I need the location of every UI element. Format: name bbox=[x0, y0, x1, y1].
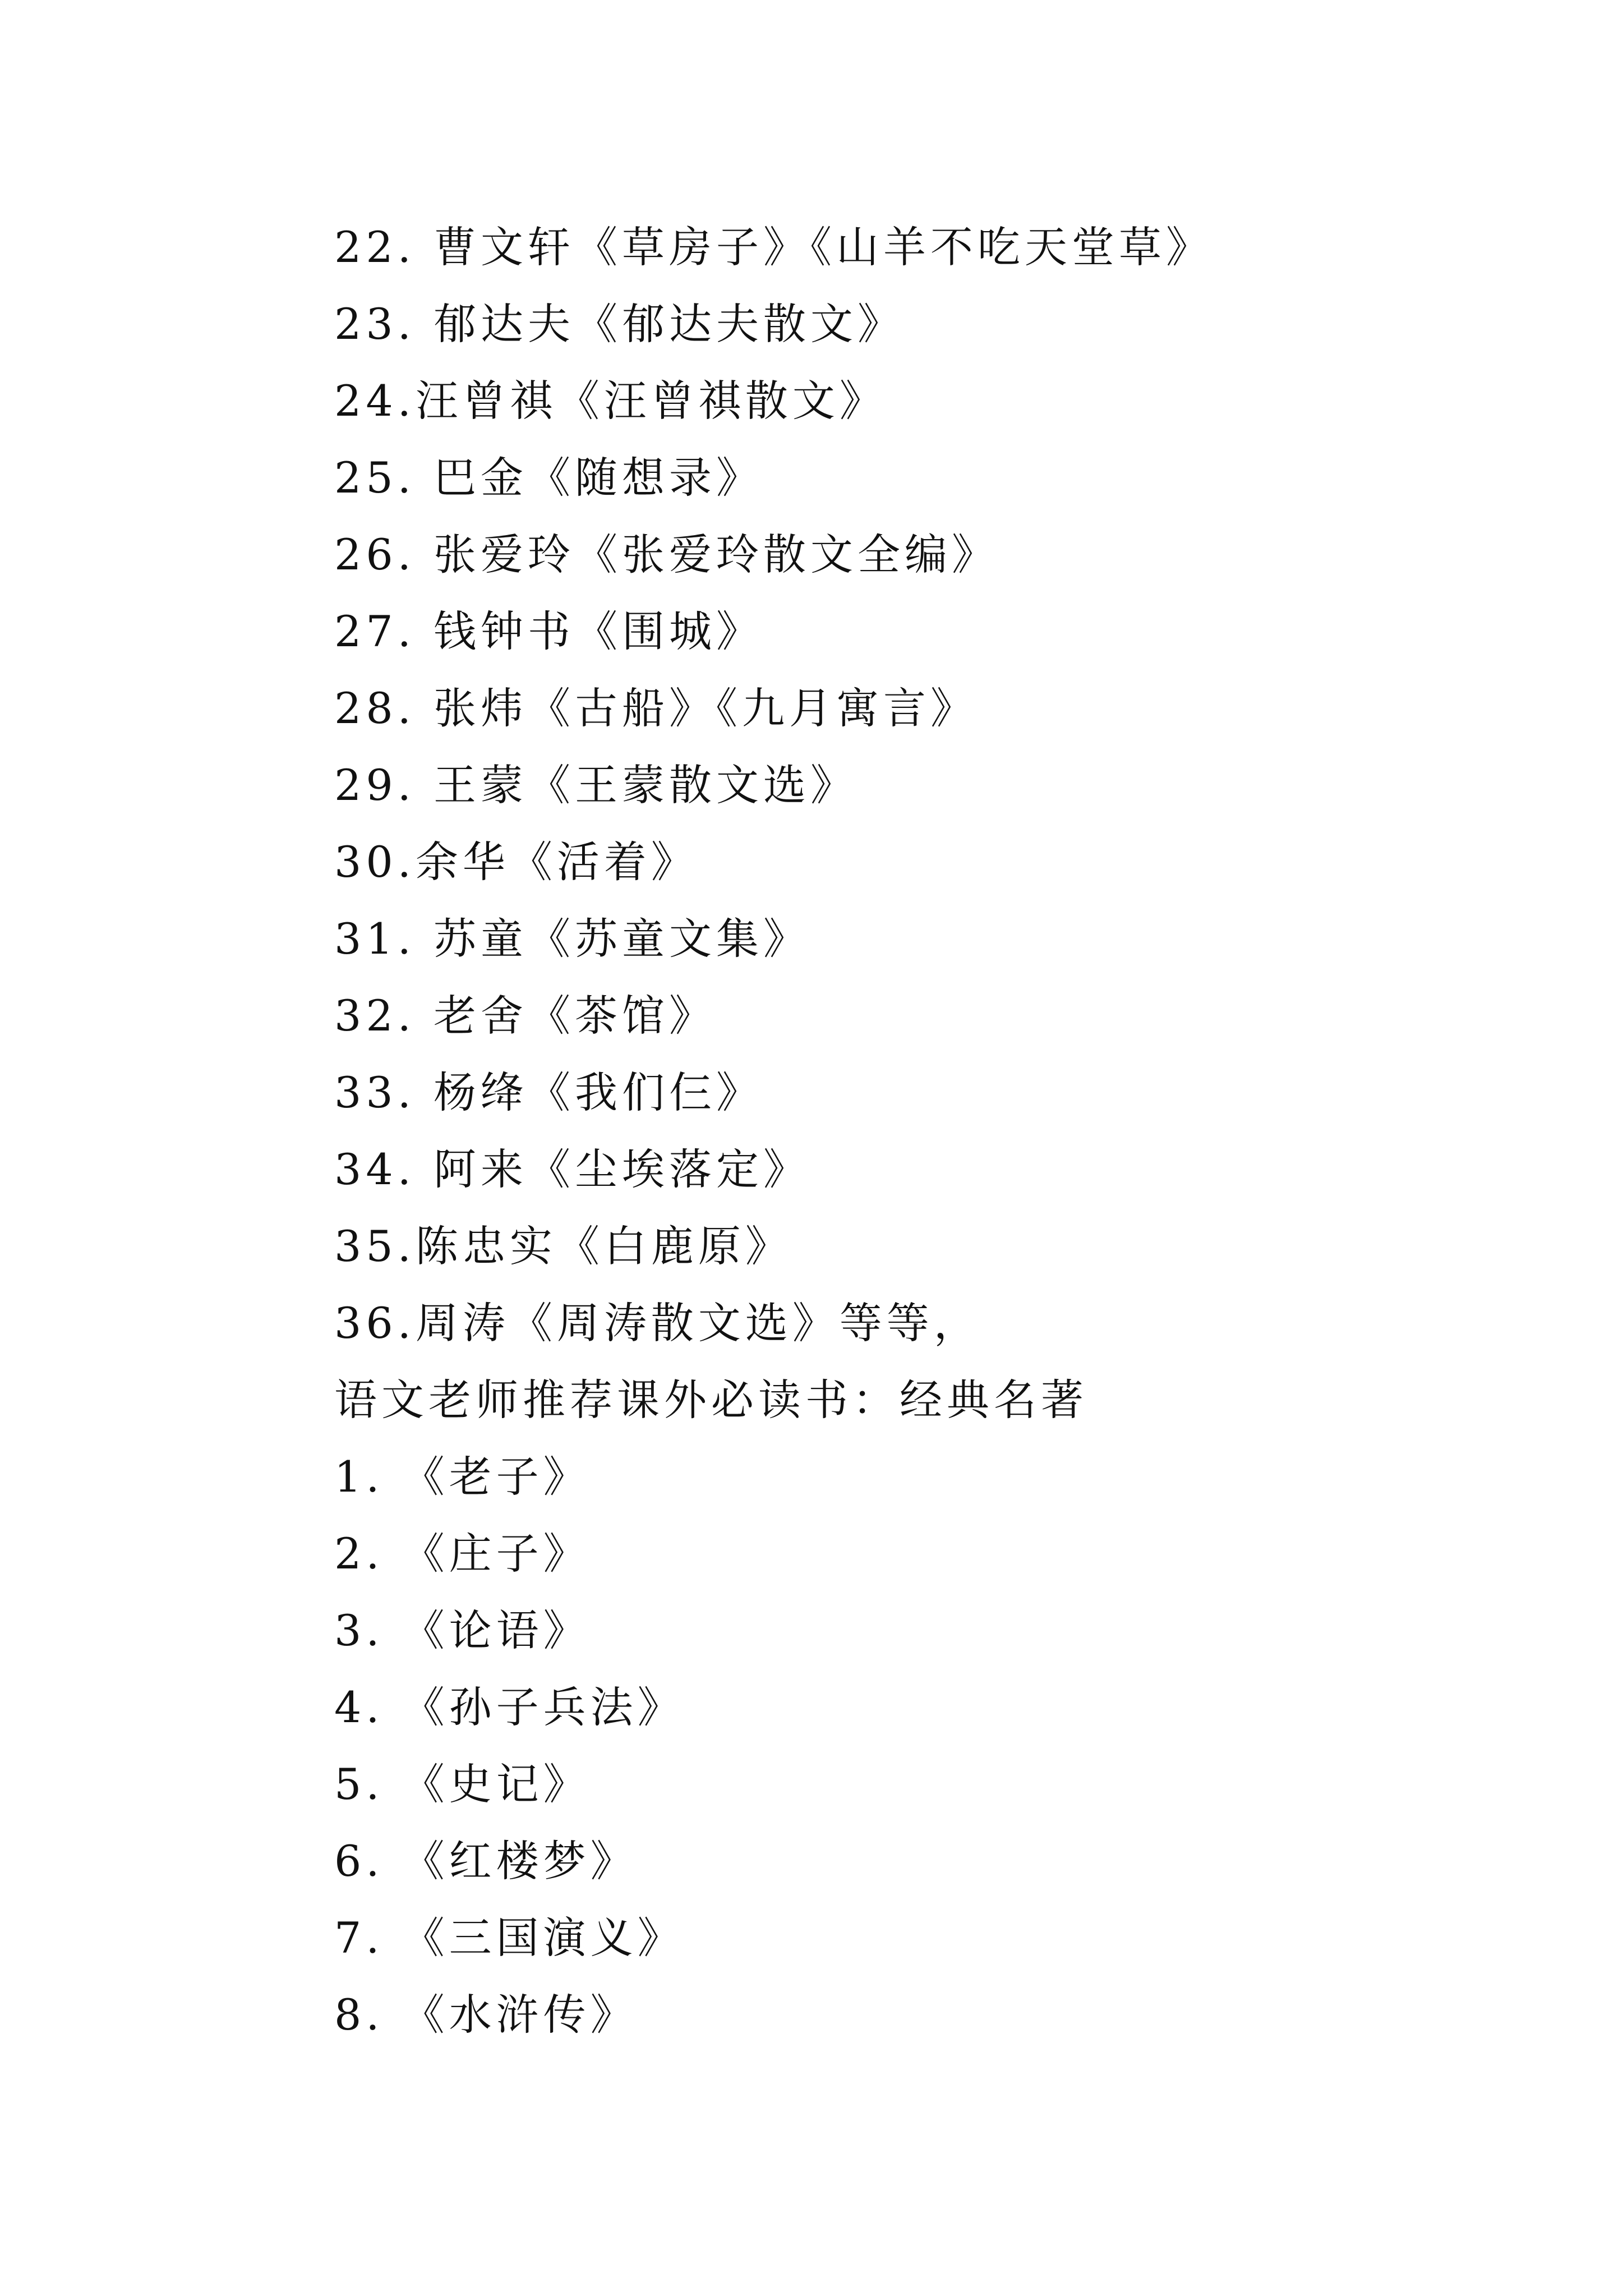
list-item: 24.汪曾祺《汪曾祺散文》 bbox=[334, 376, 887, 426]
document-body bbox=[334, 209, 1512, 2053]
list-item: 5. 《史记》 bbox=[334, 1759, 591, 1809]
list-item: 31. 苏童《苏童文集》 bbox=[334, 914, 811, 964]
list-item: 32. 老舍《茶馆》 bbox=[334, 991, 717, 1041]
list-item: 1. 《老子》 bbox=[334, 1452, 591, 1502]
list-item: 23. 郁达夫《郁达夫散文》 bbox=[334, 299, 905, 349]
list-item: 3. 《论语》 bbox=[334, 1605, 591, 1655]
list-item: 2. 《庄子》 bbox=[334, 1529, 591, 1579]
list-item: 27. 钱钟书《围城》 bbox=[334, 606, 764, 656]
list-item: 25. 巴金《随想录》 bbox=[334, 453, 764, 503]
list-item: 22. 曹文轩《草房子》《山羊不吃天堂草》 bbox=[334, 222, 1214, 272]
list-item: 29. 王蒙《王蒙散文选》 bbox=[334, 760, 858, 810]
list-item: 7. 《三国演义》 bbox=[334, 1913, 685, 1963]
list-item: 35.陈忠实《白鹿原》 bbox=[334, 1221, 792, 1271]
list-item: 6. 《红楼梦》 bbox=[334, 1836, 638, 1886]
list-item: 4. 《孙子兵法》 bbox=[334, 1682, 685, 1732]
section-heading: 语文老师推荐课外必读书：经典名著 bbox=[334, 1375, 1088, 1425]
list-item: 30.余华《活着》 bbox=[334, 837, 698, 887]
list-item: 34. 阿来《尘埃落定》 bbox=[334, 1144, 811, 1194]
list-item: 33. 杨绛《我们仨》 bbox=[334, 1068, 764, 1117]
list-item: 36.周涛《周涛散文选》等等， bbox=[334, 1298, 981, 1348]
list-item: 8. 《水浒传》 bbox=[334, 1990, 638, 2040]
list-item: 28. 张炜《古船》《九月寓言》 bbox=[334, 683, 978, 733]
list-item: 26. 张爱玲《张爱玲散文全编》 bbox=[334, 530, 999, 579]
